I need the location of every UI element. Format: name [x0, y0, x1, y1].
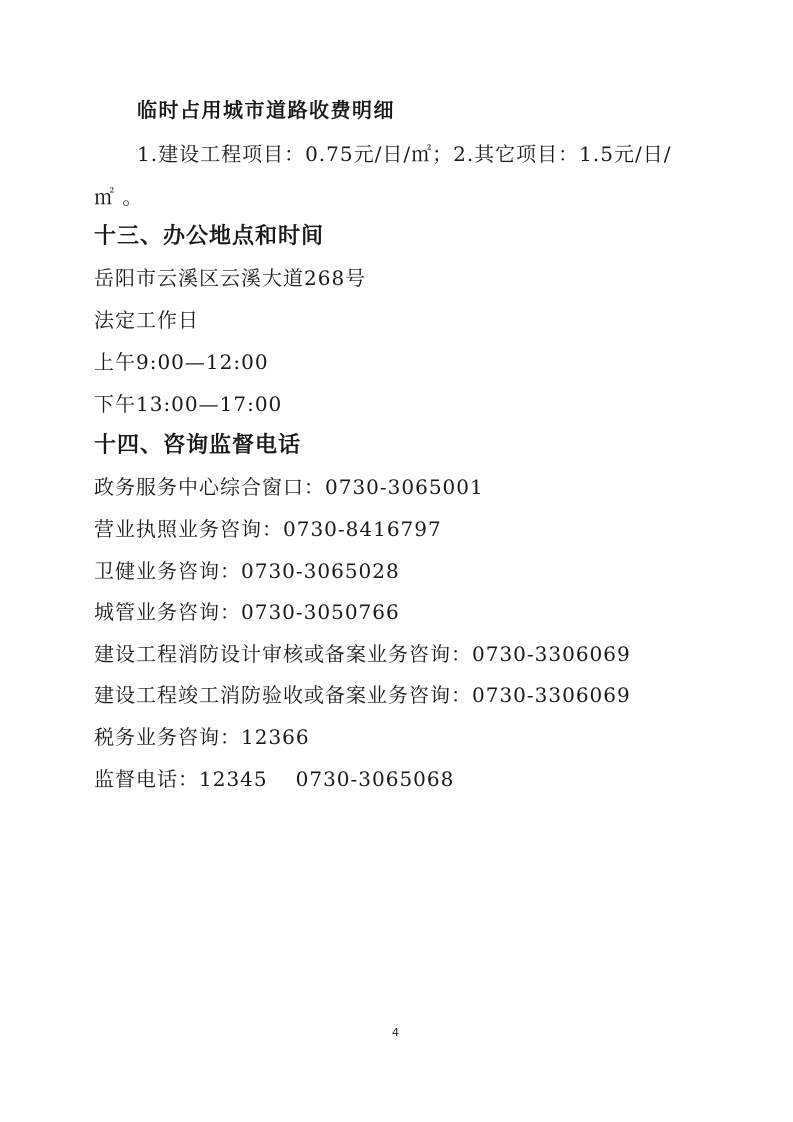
section-13-heading: 十三、办公地点和时间 — [94, 224, 325, 249]
contact-line-tax: 税务业务咨询：12366 — [94, 725, 310, 749]
page-number: 4 — [392, 1026, 399, 1039]
supervision-phone: 0730-3065068 — [295, 767, 455, 791]
contact-line-fire-design-review: 建设工程消防设计审核或备案业务咨询：0730-3306069 — [94, 642, 631, 666]
fee-detail-line-1: 1.建设工程项目：0.75元/日/㎡；2.其它项目：1.5元/日/ — [137, 142, 672, 166]
supervision-hotline: 监督电话：12345 — [94, 767, 268, 791]
contact-line-health: 卫健业务咨询：0730-3065028 — [94, 559, 400, 583]
fee-detail-title: 临时占用城市道路收费明细 — [137, 98, 395, 122]
contact-line-supervision — [94, 765, 454, 793]
section-14-heading: 十四、咨询监督电话 — [94, 433, 302, 458]
office-address: 岳阳市云溪区云溪大道268号 — [94, 266, 367, 290]
contact-line-fire-acceptance: 建设工程竣工消防验收或备案业务咨询：0730-3306069 — [94, 683, 631, 707]
working-days: 法定工作日 — [94, 308, 199, 332]
afternoon-hours: 下午13:00—17:00 — [94, 392, 283, 416]
fee-detail-line-2: ㎡ 。 — [94, 185, 144, 209]
morning-hours: 上午9:00—12:00 — [94, 350, 269, 374]
contact-line-service-center: 政务服务中心综合窗口：0730-3065001 — [94, 475, 484, 499]
contact-line-urban-management: 城管业务咨询：0730-3050766 — [94, 600, 400, 624]
contact-line-business-license: 营业执照业务咨询：0730-8416797 — [94, 517, 442, 541]
